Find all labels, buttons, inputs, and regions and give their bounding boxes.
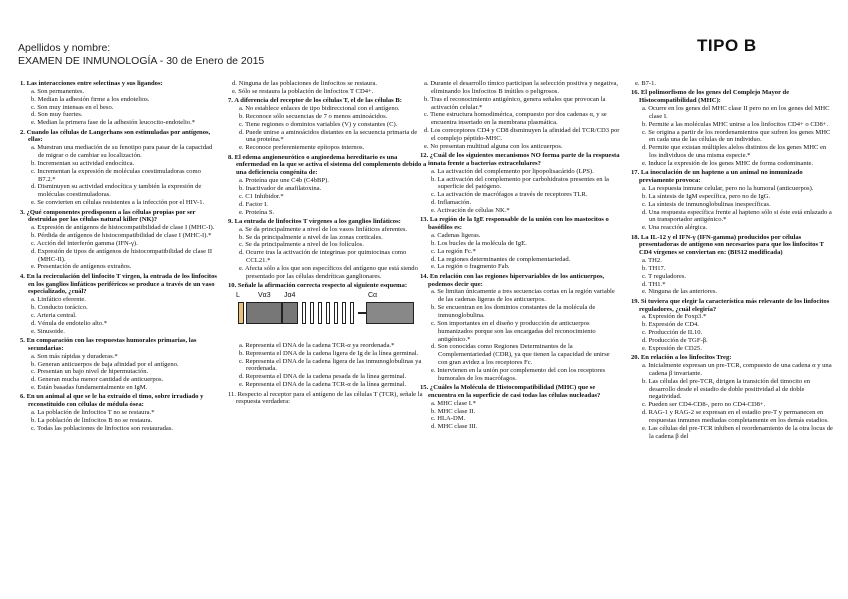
- answer-option: b. Inactivador de anafilatoxina.: [239, 184, 322, 192]
- answer-option: c. Pueden ser CD4-CD8-, pero no CD4-CD8+.: [642, 401, 766, 409]
- answer-option: e. Median la primera fase de la adhesión leucocito-endotelio.*: [31, 119, 196, 127]
- answer-option: d. Disminuyen su actividad endocítica y también la expresión de moléculas coestimuladoras.: [31, 183, 202, 199]
- question-text: 18. La IL-12 y el IFN-γ (IFN-gamma) producidos por células presentadoras de antígeno son necesarios para que los linfocitos T CD4 vírgenes se conviertan en: (BIS12 modificada): [631, 233, 824, 257]
- question: [228, 80, 428, 96]
- answer-option: a. Se limitan únicamente a tres secuencias cortas en la región variable de las cadenas ligeras de los anticuerpos.: [431, 288, 615, 304]
- j-segment: [310, 302, 314, 324]
- question-text: 9. La entrada de linfocitos T vírgenes a los ganglios linfáticos:: [228, 217, 401, 225]
- question: [228, 282, 428, 389]
- column-3: [420, 80, 620, 433]
- answer-option: a. Ocurre en los genes del MHC clase II pero no en los genes del MHC clase I.: [642, 105, 830, 120]
- question: [420, 384, 620, 431]
- answer-option: d. Los coreceptores CD4 y CD8 disminuyen la afinidad del TCR/CD3 por el complejo péptido-MHC.: [424, 127, 620, 142]
- segment-label: Jα4: [284, 291, 296, 299]
- answer-option: d. La regiones determinantes de complementariedad.: [431, 255, 571, 263]
- answer-option: b. Pérdida de antígenos de histocompatibilidad de clase I (MHC-I).*: [31, 232, 212, 240]
- answer-option: c. Acción del interferón gamma (IFN-γ).: [31, 239, 138, 247]
- answer-option: e. Sinusoide.: [31, 327, 65, 335]
- question: [20, 337, 220, 392]
- answer-option: d. MHC clase III.: [431, 423, 478, 431]
- answer-option: a. MHC clase I.*: [431, 399, 476, 407]
- question: [20, 129, 220, 207]
- gene-segment: [238, 302, 244, 324]
- answer-option: c. Se origina a partir de los reordenamientos que sufren los genes MHC en cada una de las células de un individuo.: [642, 128, 831, 144]
- j-segment: [302, 302, 306, 324]
- answer-option: a. La respuesta inmune celular, pero no la humoral (anticuerpos).: [642, 184, 814, 192]
- answer-option: a. Son más rápidas y duraderas.*: [31, 352, 118, 360]
- answer-option: b. Los bucles de la molécula de IgE.: [431, 239, 527, 247]
- answer-option: c. La región Fc.*: [431, 247, 476, 255]
- question-text: 10. Señale la afirmación correcta respecto al siguiente esquema:: [228, 282, 408, 290]
- question-text: 14. En relación con las regiones hipervariables de los anticuerpos, podemos decir que:: [420, 272, 605, 288]
- answer-option: b. Se da principalmente a nivel de las zonas corticales.: [239, 233, 383, 241]
- answer-option: b. Tras el reconocimiento antigénico, genera señales que provocan la activación celular.*: [424, 95, 606, 111]
- answer-option: c. HLA-DM.: [431, 415, 466, 423]
- j-segment: [326, 302, 330, 324]
- answer-option: e. No presentan multitud alguna con los anticuerpos.: [424, 142, 563, 150]
- question-text: 19. Si tuviera que elegir la característica más relevante de los linfocitos reguladores, ¿cuál elegiría?: [631, 297, 830, 313]
- answer-option: b. Incrementan su actividad endocítica.: [31, 159, 135, 167]
- question-text: 1. Las interacciones entre selectinas y sus ligandos:: [20, 80, 163, 87]
- answer-option: c. La síntesis de inmunoglobulinas inespecíficas.: [642, 200, 771, 208]
- answer-option: b. Generan anticuerpos de baja afinidad por el antígeno.: [31, 360, 179, 368]
- answer-option: c. Tiene regiones o dominios variables (V) y constantes (C).: [239, 120, 398, 128]
- exam-header: [18, 42, 264, 68]
- answer-option: e. Afecta sólo a los que son específicos del antígeno que está siendo presentado por las células dendríticas ganglionares.: [239, 264, 418, 280]
- question-text: 6. En un animal al que se le ha extraído el timo, sobre irradiado y reconstituido con células de médula ósea:: [20, 393, 204, 409]
- answer-option: a. Representa el DNA de la cadena TCR-α ya reordenada.*: [239, 341, 395, 349]
- answer-option: e. Ninguna de las anteriores.: [642, 288, 718, 296]
- answer-option: a. TH2.: [642, 257, 662, 265]
- answer-option: c. Representa el DNA de la cadena ligera de las inmunoglobulinas ya reordenada.: [239, 357, 422, 373]
- gene-segment: [246, 302, 282, 324]
- answer-option: d. Generan mucha menor cantidad de anticuerpos.: [31, 376, 164, 384]
- answer-option: b. Las células del pre-TCR, dirigen la transición del timocito en desarrollo desde el estadio de doble positividad al de doble negatividad.: [642, 377, 811, 401]
- answer-option: e. Una reacción alérgica.: [642, 224, 708, 232]
- answer-option: a. Se da principalmente a nivel de los vasos linfáticos aferentes.: [239, 225, 408, 233]
- question: [631, 169, 835, 232]
- answer-option: b. Median la adhesión firme a los endotelios.: [31, 95, 150, 103]
- answer-option: d. TH1.*: [642, 280, 666, 288]
- answer-option: e. La región o fragmento Fab.: [431, 263, 510, 271]
- question-text: 16. El polimorfismo de los genes del Complejo Mayor de Histocompatibilidad (MHC):: [631, 89, 790, 105]
- j-segment: [318, 302, 322, 324]
- question: [420, 273, 620, 383]
- answer-option: d. Expresión de tipos de antígenos de histocompatibilidad de clase II (MHC-II).: [31, 247, 213, 263]
- column-4: [631, 80, 835, 442]
- answer-option: b. TH17.: [642, 264, 666, 272]
- answer-option: d. Permite que existan múltiples alelos distintos de los genes MHC en los individuos de una misma especie.*: [642, 144, 827, 160]
- column-2: [228, 80, 428, 408]
- answer-option: d. Vénula de endotelio alto.*: [31, 319, 108, 327]
- answer-option: a. La población de linfocitos T no se restaura.*: [31, 409, 155, 417]
- answer-option: d. RAG-1 y RAG-2 se expresan en el estadio pre-T y permanecen en respuestas inmunes mediadas completamente en los demás estadios.: [642, 409, 829, 424]
- question: [631, 80, 835, 88]
- gene-segment-diagram: [228, 292, 428, 340]
- answer-option: d. Son muy fuertes.: [31, 111, 83, 119]
- question: [420, 216, 620, 271]
- answer-option: d. Puede unirse a aminoácidos distantes en la secuencia primaria de una proteína.*: [239, 128, 418, 144]
- question: [228, 218, 428, 281]
- answer-option: a. Expresión de antígenos de histocompatibilidad de clase I (MHC-I).: [31, 224, 215, 232]
- answer-option: c. Todas las poblaciones de linfocitos son restauradas.: [31, 424, 174, 432]
- segment-label: Cα: [368, 291, 378, 299]
- answer-option: c. Producción de IL10.: [642, 329, 703, 337]
- answer-option: e. Intervienen en la unión por complemento del con los receptores humorales de los macrófagos.: [431, 366, 606, 382]
- question: [20, 273, 220, 336]
- question-text: 13. La región de la IgE responsable de la unión con los mastocitos o basófilos es:: [420, 216, 609, 232]
- answer-option: a. Muestran una mediación de su fenotipo para pasar de la capacidad de migrar o de cambiar su localización.: [31, 144, 213, 160]
- question: [631, 354, 835, 440]
- segment-label: Vα3: [258, 291, 271, 299]
- answer-option: b. Conducto torácico.: [31, 304, 88, 312]
- answer-option: c. Son muy intensas en el beso.: [31, 103, 114, 111]
- question: [631, 298, 835, 353]
- answer-option: b. La síntesis de IgM específica, pero no de IgG.: [642, 192, 771, 200]
- question: [228, 154, 428, 217]
- answer-option: b. Representa el DNA de la cadena ligera de Ig de la línea germinal.: [239, 349, 419, 357]
- answer-option: c. La activación de macrófagos a través de receptores TLR.: [431, 191, 588, 199]
- j-segment: [334, 302, 338, 324]
- answer-option: d. Una respuesta específica frente al hapteno sólo si éste está enlazado a un transportador antigénico.*: [642, 208, 832, 224]
- answer-option: c. Incrementan la expresión de moléculas coestimuladoras como B7.2.*: [31, 167, 201, 183]
- answer-option: e. Sólo se restaura la población de linfocitos T CD4+.: [232, 87, 374, 95]
- answer-option: b. Reconoce sólo secuencias de 7 o menos aminoácidos.: [239, 112, 388, 120]
- answer-option: d. Ninguna de las poblaciones de linfocitos se restaura.: [232, 80, 378, 87]
- answer-option: d. Inflamación.: [431, 199, 472, 207]
- question: [420, 152, 620, 215]
- answer-option: b. Permite a las moléculas MHC unirse a los linfocitos CD4+ o CD8+.: [642, 120, 829, 128]
- answer-option: c. C1 Inhibidor.*: [239, 192, 284, 200]
- question: [631, 89, 835, 167]
- question: [20, 393, 220, 432]
- exam-title: EXAMEN DE INMUNOLOGÍA - 30 de Enero de 2015: [18, 55, 265, 67]
- question-text: 2. Cuando las células de Langerhans son estimuladas por antígenos, ellas:: [20, 128, 211, 144]
- answer-option: c. Arteria central.: [31, 311, 77, 319]
- gene-segment: [282, 302, 298, 324]
- j-segment: [350, 302, 354, 324]
- answer-option: c. Presentan un bajo nivel de hipermutación.: [31, 368, 149, 376]
- column-1: [20, 80, 220, 434]
- answer-option: d. Ocurre tras la activación de integrinas por quimiocinas como CCL21.*: [239, 249, 407, 265]
- answer-option: e. Induce la expresión de los genes MHC de forma codominante.: [642, 159, 814, 167]
- question-text: 20. En relación a los linfocitos Treg:: [631, 354, 732, 362]
- answer-option: d. Representa el DNA de la cadena pesada de la línea germinal.: [239, 373, 407, 381]
- answer-option: e. Activación de células NK.*: [431, 207, 510, 214]
- answer-option: e. Se convierten en células resistentes a la infección por el HIV-1.: [31, 199, 205, 207]
- answer-option: c. Tiene estructura homodimérica, compuesto por dos cadenas α, y se encuentra insertado en la membrana plasmática.: [424, 111, 607, 127]
- question-text: 8. El edema angioneurótico o angioedema hereditario es una enfermedad en la que se activa el sistema del complemento debido a una deficiencia congénita de:: [228, 153, 427, 177]
- j-segment: [342, 302, 346, 324]
- answer-option: a. Expresión de Foxp3.*: [642, 313, 707, 321]
- exam-type-label: TIPO B: [697, 36, 757, 55]
- constant-segment: [366, 302, 414, 324]
- answer-option: e. B7-1.: [635, 80, 657, 87]
- answer-option: a. Inicialmente expresan un pre-TCR, compuesto de una cadena α y una cadena β invariante.: [642, 362, 832, 377]
- name-label: Apellidos y nombre:: [18, 42, 111, 54]
- question-text: 5. En comparación con las respuestas humorales primarias, las secundarias:: [20, 337, 197, 352]
- answer-option: e. Expresión de CD25.: [642, 344, 702, 352]
- answer-option: b. MHC clase II.: [431, 407, 476, 415]
- answer-option: e. Presentación de antígenos extraños.: [31, 263, 132, 271]
- answer-option: a. La activación del complemento por lipopolisacárido (LPS).: [431, 167, 594, 175]
- question-text: 17. La inoculación de un hapteno a un animal no inmunizado previamente provoca:: [631, 169, 803, 185]
- question: [631, 234, 835, 297]
- answer-option: d. Producción de TGF-β.: [642, 337, 708, 344]
- question-text: 12. ¿Cuál de los siguientes mecanismos NO forma parte de la respuesta innata frente a bacterias extracelulares?: [420, 152, 620, 167]
- answer-option: e. Representa el DNA de la cadena TCR-α de la línea germinal.: [239, 381, 407, 389]
- answer-option: a. Cadenas ligeras.: [431, 232, 481, 240]
- question-text: 15. ¿Cuáles la Molécula de Histocompatibilidad (MHC) que se encuentra en la superficie de casi todas las células nucleadas?: [420, 384, 601, 399]
- answer-option: c. T reguladores.: [642, 272, 687, 280]
- answer-option: e. Proteína S.: [239, 208, 275, 216]
- answer-option: b. Expresión de CD4.: [642, 321, 699, 329]
- question-text: 4. En la recirculación del linfocito T virgen, la entrada de los linfocitos en los ganglios linfáticos periféricos se produce a través de un vaso especializado, ¿cuál?: [20, 272, 217, 296]
- question-text: 7. A diferencia del receptor de los células T, el de las células B:: [228, 97, 402, 105]
- question: [420, 80, 620, 151]
- answer-option: c. Son importantes en el diseño y producción de anticuerpos humanizados porque son las encargadas del reconocimiento antigénico.*: [431, 319, 596, 343]
- answer-option: a. Linfático eferente.: [31, 296, 86, 304]
- answer-option: e. Las células del pre-TCR inhiben el reordenamiento de la otra locus de la cadena β del: [642, 424, 833, 440]
- answer-option: b. La activación del complemento por carbohidratos presentes en la superficie del patógeno.: [431, 175, 609, 191]
- answer-option: a. Son permanentes.: [31, 87, 85, 95]
- answer-option: e. Están basadas fundamentalmente en IgM.: [31, 384, 148, 392]
- intron-line: [358, 312, 366, 314]
- question-text: 11. Respecto al receptor para el antígeno de las células T (TCR), señale la respuesta verdadera:: [228, 390, 423, 406]
- answer-option: e. Reconoce preferentemente epítopos internos.: [239, 144, 365, 152]
- question: [228, 391, 428, 407]
- answer-option: a. Durante el desarrollo tímico participan la selección positiva y negativa, eliminando los linfocitos B inútiles o peligrosos.: [424, 80, 619, 95]
- answer-option: a. No establece enlaces de tipo bidireccional con el antígeno.: [239, 105, 400, 113]
- question: [20, 209, 220, 272]
- segment-label: L: [236, 291, 240, 299]
- answer-option: d. Factor I.: [239, 200, 268, 208]
- answer-option: b. Se encuentran en los dominios constantes de la molécula de inmunoglobulina.: [431, 304, 596, 319]
- question: [228, 97, 428, 152]
- answer-option: b. La población de linfocitos B no se restaura.: [31, 416, 153, 424]
- question: [20, 80, 220, 127]
- answer-option: c. Se da principalmente a nivel de los folículos.: [239, 241, 364, 249]
- question-text: 3. ¿Qué componentes predisponen a las células propias por ser destruidas por las células natural killer (NK)?: [20, 208, 196, 224]
- answer-option: a. Proteína que une C4b (C4bBP).: [239, 177, 329, 185]
- answer-option: d. Son conocidas como Regiones Determinantes de la Complementariedad (CDR), ya que tienen la capacidad de unirse con gran avidez a los receptores Fc.: [431, 343, 610, 367]
